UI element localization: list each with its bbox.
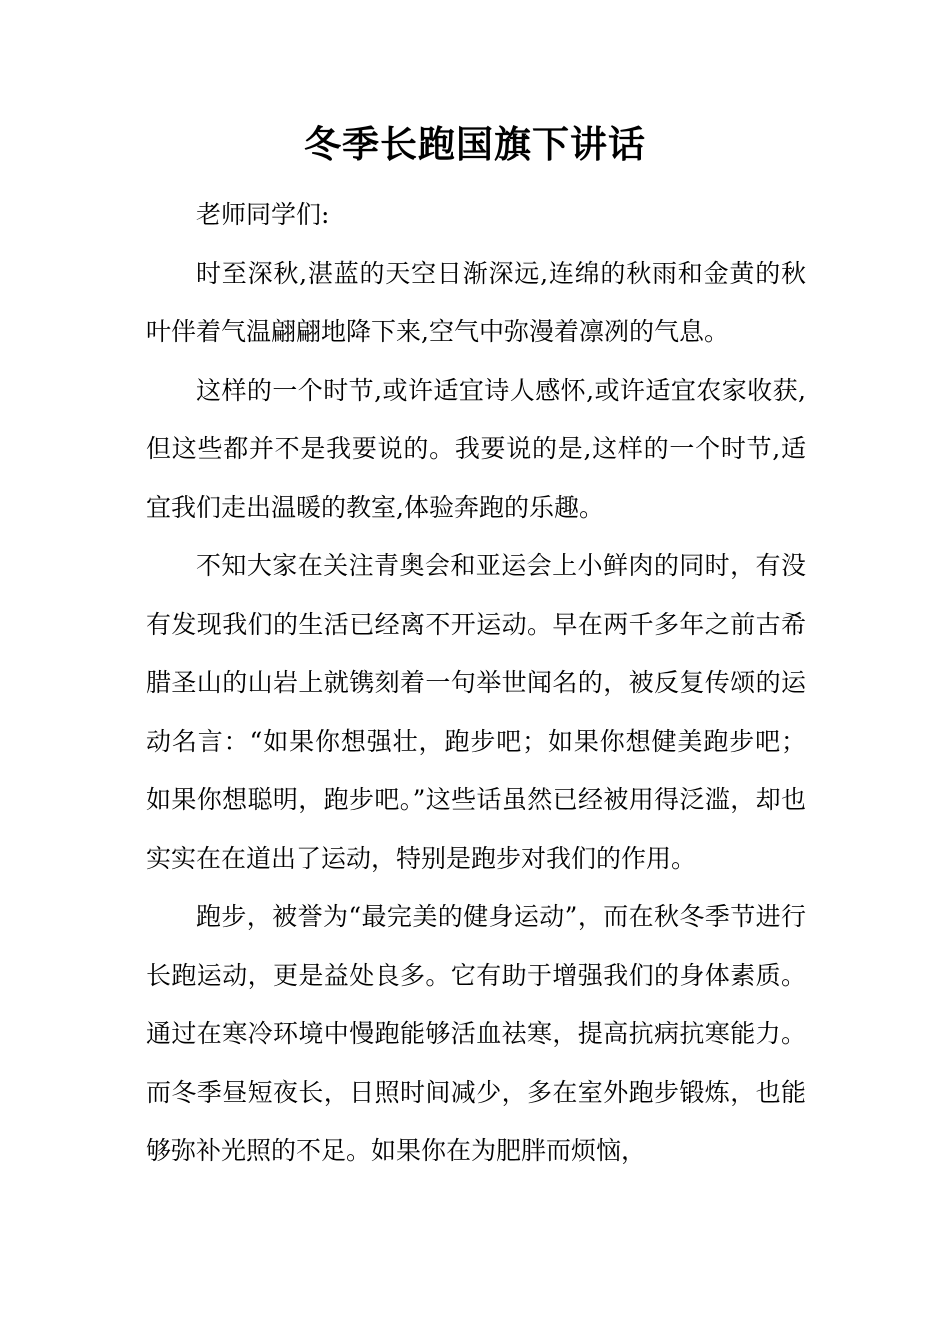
body-paragraph: 跑步，被誉为“最完美的健身运动”，而在秋冬季节进行长跑运动，更是益处良多。它有助于增强我们的身体素质。通过在寒冷环境中慢跑能够活血祛寒，提高抗病抗寒能力。而冬季昼短夜长，日照时间减少，多在室外跑步锻炼，也能够弥补光照的不足。如果你在为肥胖而烦恼， [146, 902, 806, 1165]
body-paragraph: 这样的一个时节,或许适宜诗人感怀,或许适宜农家收获,但这些都并不是我要说的。我要说的是,这样的一个时节,适宜我们走出温暖的教室,体验奔跑的乐趣。 [146, 375, 806, 522]
body-paragraph: 时至深秋,湛蓝的天空日渐深远,连绵的秋雨和金黄的秋叶伴着气温翩翩地降下来,空气中弥漫着凛冽的气息。 [146, 258, 806, 346]
body-paragraph: 不知大家在关注青奥会和亚运会上小鲜肉的同时，有没有发现我们的生活已经离不开运动。早在两千多年之前古希腊圣山的山岩上就镌刻着一句举世闻名的，被反复传颂的运动名言：“如果你想强壮，跑步吧；如果你想健美跑步吧；如果你想聪明，跑步吧。”这些话虽然已经被用得泛滥，却也实实在在道出了运动，特别是跑步对我们的作用。 [146, 551, 806, 873]
salutation-paragraph: 老师同学们: [196, 200, 330, 229]
document-body [146, 186, 806, 1181]
document-title: 冬季长跑国旗下讲话 [304, 122, 646, 166]
